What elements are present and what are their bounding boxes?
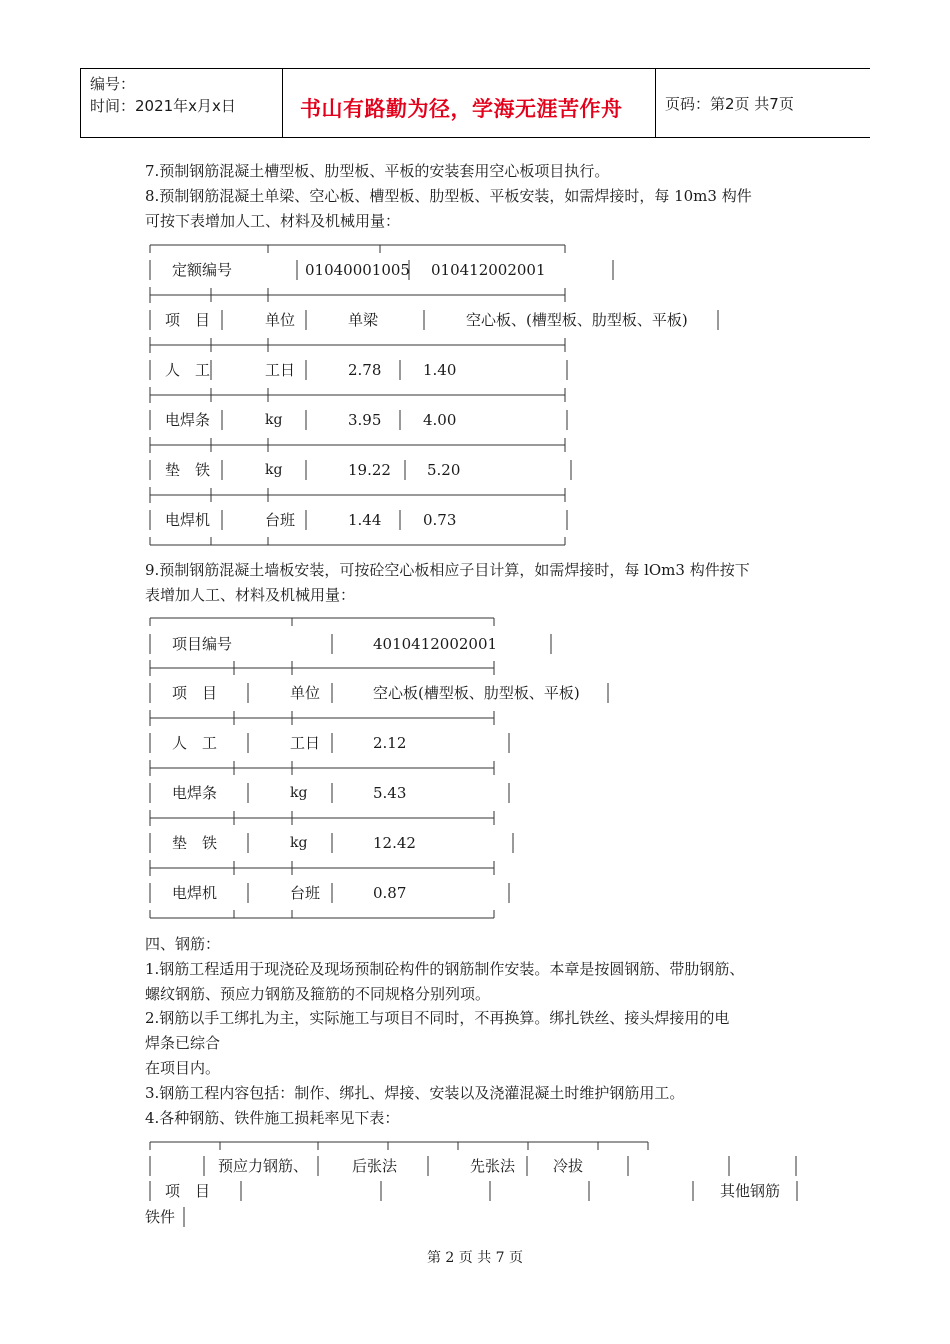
col-iron-parts: 铁件: [145, 1208, 176, 1226]
table-header: 单位: [290, 684, 321, 702]
section-4-p2-line2: 焊条已综合: [145, 1034, 221, 1052]
table-cell: 0.87: [373, 884, 407, 902]
table-header: 空心板、(槽型板、肋型板、平板): [466, 311, 688, 329]
table-cell: 工日: [290, 734, 321, 752]
header-page-info: 页码：第2页 共7页: [665, 95, 794, 113]
table-cell: 3.95: [348, 411, 382, 429]
page-footer: 第 2 页 共 7 页: [426, 1250, 524, 1266]
table-cell: 电焊机: [172, 884, 218, 902]
table-cell: 4.00: [423, 411, 457, 429]
quota-code-1: 01040001005: [305, 261, 410, 279]
table-cell: 人 工: [172, 734, 218, 752]
section-4-p1-line1: 1.钢筋工程适用于现浇砼及现场预制砼构件的钢筋制作安装。本章是按圆钢筋、带肋钢筋、: [145, 960, 745, 978]
paragraph-9-line2: 表增加人工、材料及机械用量：: [145, 586, 356, 604]
section-4-p2-line1: 2.钢筋以手工绑扎为主，实际施工与项目不同时，不再换算。绑扎铁丝、接头焊接用的电: [145, 1009, 730, 1027]
table-cell: 电焊条: [165, 411, 211, 429]
col-cold-drawn: 冷拔: [553, 1157, 584, 1175]
table-cell: 1.40: [423, 361, 457, 379]
table-header: 项 目: [165, 311, 211, 329]
table-header: 空心板(槽型板、肋型板、平板): [373, 684, 580, 702]
paragraph-9-line1: 9.预制钢筋混凝土墙板安装，可按砼空心板相应子目计算，如需焊接时，每 lOm3 构件按下: [145, 561, 750, 579]
col-pre-tension: 先张法: [470, 1157, 516, 1175]
table-cell: kg: [265, 462, 283, 478]
doc-number-label: 编号：: [90, 75, 136, 93]
row-item-label: 项 目: [165, 1182, 211, 1200]
table-cell: 2.78: [348, 361, 382, 379]
item-code-label: 项目编号: [172, 635, 233, 653]
table-cell: 台班: [290, 884, 321, 902]
table-header: 单梁: [348, 311, 379, 329]
table-cell: kg: [290, 835, 308, 851]
paragraph-8-line1: 8.预制钢筋混凝土单梁、空心板、槽型板、肋型板、平板安装，如需焊接时，每 10m3 构件: [145, 187, 752, 205]
section-4-p2-line3: 在项目内。: [145, 1059, 221, 1077]
table-cell: 电焊条: [172, 784, 218, 802]
table-cell: 5.20: [427, 461, 461, 479]
table-cell: 1.44: [348, 511, 382, 529]
col-post-tension: 后张法: [352, 1157, 398, 1175]
paragraph-7: 7.预制钢筋混凝土槽型板、肋型板、平板的安装套用空心板项目执行。: [145, 162, 610, 180]
section-4-p1-line2: 螺纹钢筋、预应力钢筋及箍筋的不同规格分别列项。: [145, 985, 491, 1003]
table-cell: 2.12: [373, 734, 407, 752]
table-cell: 人 工: [165, 361, 211, 379]
section-4-p4: 4.各种钢筋、铁件施工损耗率见下表：: [145, 1109, 400, 1127]
table-cell: 0.73: [423, 511, 457, 529]
section-4-title: 四、钢筋：: [145, 935, 221, 953]
section-4-p3: 3.钢筋工程内容包括：制作、绑扎、焊接、安装以及浇灌混凝土时维护钢筋用工。: [145, 1084, 685, 1102]
table-cell: 垫 铁: [165, 461, 211, 479]
quota-code-2: 010412002001: [431, 261, 546, 279]
table-cell: 19.22: [348, 461, 391, 479]
item-code: 4010412002001: [373, 635, 498, 653]
table-cell: kg: [265, 412, 283, 428]
header-motto: 书山有路勤为径，学海无涯苦作舟: [300, 97, 623, 121]
table-cell: 台班: [265, 511, 296, 529]
paragraph-8-line2: 可按下表增加人工、材料及机械用量：: [145, 212, 401, 230]
table-cell: 电焊机: [165, 511, 211, 529]
table-cell: 垫 铁: [172, 834, 218, 852]
table-header: 项 目: [172, 684, 218, 702]
doc-time-label: 时间：2021年x月x日: [90, 97, 236, 115]
table-header: 单位: [265, 311, 296, 329]
table-cell: 5.43: [373, 784, 407, 802]
col-prestressed: 预应力钢筋、: [218, 1157, 309, 1175]
table-cell: kg: [290, 785, 308, 801]
table-cell: 12.42: [373, 834, 416, 852]
table-cell: 工日: [265, 361, 296, 379]
quota-label: 定额编号: [172, 261, 233, 279]
col-other-rebar: 其他钢筋: [720, 1182, 781, 1200]
